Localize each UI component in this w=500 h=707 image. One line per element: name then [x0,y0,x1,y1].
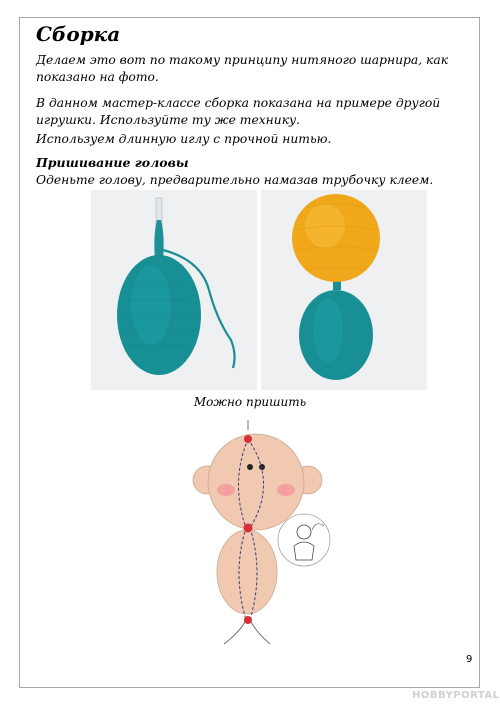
section-text: Оденьте голову, предварительно намазав трубочку клеем. [36,173,434,187]
needle-paragraph: Используем длинную иглу с прочной нитью. [36,132,332,146]
joint-diagram [160,412,340,652]
page-title: Сборка [36,22,121,46]
photo-teal-body [91,190,257,390]
photo-head-on-body [261,190,427,390]
watermark: HOBBYPORTAL [412,690,500,701]
technique-paragraph: В данном мастер-классе сборка показана на примере другой игрушки. Используйте ту же технику. [36,96,441,127]
photo-caption: Можно пришить [193,395,307,409]
section-heading: Пришивание головы [36,155,189,170]
intro-paragraph: Делаем это вот по такому принципу нитяного шарнира, как показано на фото. [36,53,449,84]
designer-logo [278,514,330,566]
page-number: 9 [466,654,473,665]
